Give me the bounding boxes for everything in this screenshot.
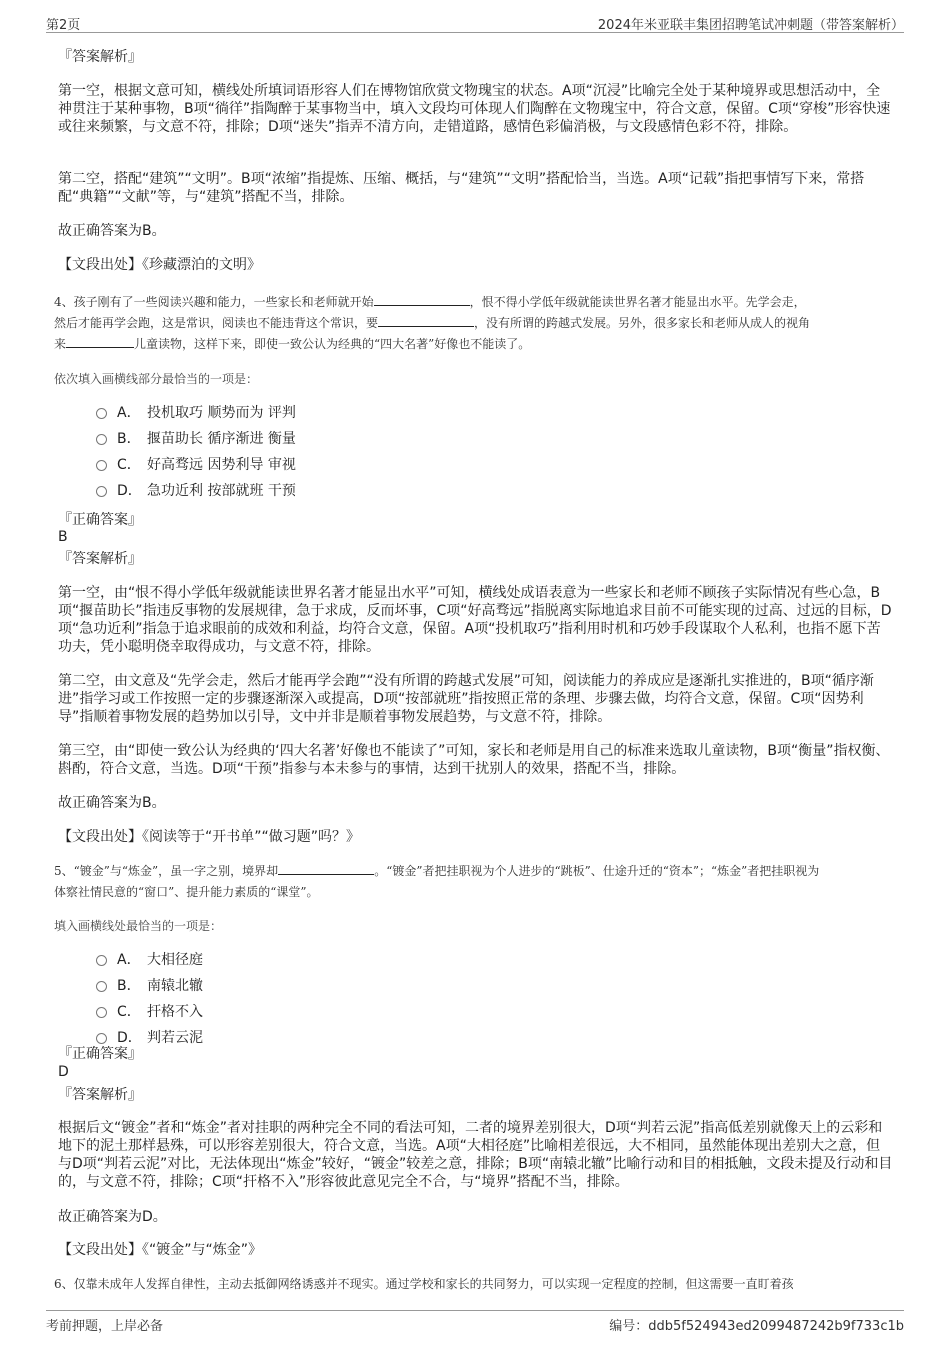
radio-icon[interactable] bbox=[96, 955, 107, 966]
option-b[interactable]: B． 揠苗助长 循序渐进 衡量 bbox=[96, 430, 296, 448]
analysis-label: 『答案解析』 bbox=[58, 1087, 142, 1103]
source-citation: 【文段出处】《“镀金”与“炼金”》 bbox=[58, 1242, 263, 1258]
correct-answer-label: 『正确答案』 bbox=[58, 512, 142, 528]
option-b[interactable]: B． 南辕北辙 bbox=[96, 977, 203, 995]
conclusion: 故正确答案为B。 bbox=[58, 795, 166, 811]
analysis-paragraph: 第一空，由“恨不得小学低年级就能读世界名著才能显出水平”可知，横线处成语表意为一些家长和老师不顾孩子实际情况有些心急，B项“揠苗助长”指违反事物的发展规律，急于求成，反而坏事，C项“好高骛远”指脱离实际地追求目前不可能实现的过高、过远的目标，D项“急功近利”指急于追求眼前的成效和利益，均符合文意，保留。A项“投机取巧”指利用时机和巧妙手段谋取个人私利，也指不愿下苦功夫，凭小聪明侥幸取得成功，与文意不符，排除。 bbox=[58, 585, 892, 655]
question-stem: 4、孩子刚有了一些阅读兴趣和能力，一些家长和老师就开始 ，恨不得小学低年级就能读世界名著才能显出水平。先学会走， 然后才能再学会跑，这是常识，阅读也不能违背这个常识，要 ，没有所谓的跨越式发展。另外，很多家长和老师从成人的视角 来 儿童读物，这样下来，即使一致公认为经典的“四大名著”好像也不能读了。 bbox=[54, 292, 894, 355]
question-prompt: 填入画横线处最恰当的一项是： bbox=[54, 919, 223, 933]
analysis-paragraph: 第二空，搭配“建筑”“文明”。B项“浓缩”指提炼、压缩、概括，与“建筑”“文明”搭配恰当，当选。A项“记载”指把事情写下来，常搭配“典籍”“文献”等，与“建筑”搭配不当，排除。 bbox=[58, 171, 865, 205]
conclusion: 故正确答案为B。 bbox=[58, 223, 166, 239]
correct-answer-label: 『正确答案』 bbox=[58, 1046, 142, 1062]
fill-blank bbox=[378, 313, 474, 327]
option-c[interactable]: C． 好高骛远 因势利导 审视 bbox=[96, 456, 296, 474]
fill-blank bbox=[374, 292, 470, 306]
analysis-label: 『答案解析』 bbox=[58, 551, 142, 567]
option-a[interactable]: A． 投机取巧 顺势而为 评判 bbox=[96, 404, 296, 422]
radio-icon[interactable] bbox=[96, 486, 107, 497]
fill-blank bbox=[66, 334, 134, 348]
analysis-paragraph: 第三空，由“即使一致公认为经典的‘四大名著’好像也不能读了”可知，家长和老师是用自己的标准来选取儿童读物，B项“衡量”指权衡、斟酌，符合文意，当选。D项“干预”指参与本未参与的事情，达到干扰别人的效果，搭配不当，排除。 bbox=[58, 743, 890, 777]
analysis-label: 『答案解析』 bbox=[58, 49, 142, 65]
radio-icon[interactable] bbox=[96, 1033, 107, 1044]
option-c[interactable]: C． 扞格不入 bbox=[96, 1003, 203, 1021]
footer-slogan: 考前押题，上岸必备 bbox=[46, 1319, 164, 1334]
question-stem: 6、仅靠未成年人发挥自律性，主动去抵御网络诱惑并不现实。通过学校和家长的共同努力，可以实现一定程度的控制，但这需要一直盯着孩 bbox=[54, 1277, 794, 1291]
option-d[interactable]: D． 急功近利 按部就班 干预 bbox=[96, 482, 296, 500]
radio-icon[interactable] bbox=[96, 1007, 107, 1018]
conclusion: 故正确答案为D。 bbox=[58, 1209, 167, 1225]
radio-icon[interactable] bbox=[96, 460, 107, 471]
question-prompt: 依次填入画横线部分最恰当的一项是： bbox=[54, 372, 259, 386]
radio-icon[interactable] bbox=[96, 981, 107, 992]
correct-answer: B bbox=[58, 529, 68, 545]
analysis-paragraph: 根据后文“镀金”者和“炼金”者对挂职的两种完全不同的看法可知，二者的境界差别很大，D项“判若云泥”指高低差别就像天上的云彩和地下的泥土那样悬殊，可以形容差别很大，符合文意，当选。A项“大相径庭”比喻相差很远，大不相同，虽然能体现出差别大之意，但与D项“判若云泥”对比，无法体现出“炼金”较好，“镀金”较差之意，排除；B项“南辕北辙”比喻行动和目的相抵触，文段未提及行动和目的，与文意不符，排除；C项“扞格不入”形容彼此意见完全不合，与“境界”搭配不当，排除。 bbox=[58, 1120, 893, 1190]
source-citation: 【文段出处】《阅读等于“开书单”“做习题”吗？》 bbox=[58, 829, 361, 845]
document-title: 2024年米亚联丰集团招聘笔试冲刺题（带答案解析） bbox=[597, 18, 904, 33]
source-citation: 【文段出处】《珍藏漂泊的文明》 bbox=[58, 257, 261, 273]
page-footer bbox=[46, 1310, 904, 1337]
analysis-paragraph: 第一空，根据文意可知，横线处所填词语形容人们在博物馆欣赏文物瑰宝的状态。A项“沉浸”比喻完全处于某种境界或思想活动中，全神贯注于某种事物，B项“徜徉”指陶醉于某事物当中，填入文段均可体现人们陶醉在文物瑰宝中，符合文意，保留。C项“穿梭”形容快速或往来频繁，与文意不符，排除；D项“迷失”指弄不清方向，走错道路，感情色彩偏消极，与文段感情色彩不符，排除。 bbox=[58, 83, 891, 135]
page-header bbox=[46, 8, 904, 33]
document-id: 编号：ddb5f524943ed2099487242b9f733c1b bbox=[609, 1319, 904, 1334]
fill-blank bbox=[278, 861, 374, 875]
radio-icon[interactable] bbox=[96, 408, 107, 419]
analysis-paragraph: 第二空，由文意及“先学会走，然后才能再学会跑”“没有所谓的跨越式发展”可知，阅读能力的养成应是逐渐扎实推进的，B项“循序渐进”指学习或工作按照一定的步骤逐渐深入或提高，D项“按部就班”指按照正常的条理、步骤去做，均符合文意，保留。C项“因势利导”指顺着事物发展的趋势加以引导，文中并非是顺着事物发展趋势，与文意不符，排除。 bbox=[58, 673, 874, 725]
question-stem: 5、“镀金”与“炼金”，虽一字之别，境界却 。“镀金”者把挂职视为个人进步的“跳板”、仕途升迁的“资本”；“炼金”者把挂职视为 体察社情民意的“窗口”、提升能力素质的“课堂”。 bbox=[54, 861, 894, 903]
page-number: 第2页 bbox=[46, 18, 81, 33]
option-a[interactable]: A． 大相径庭 bbox=[96, 951, 203, 969]
option-d[interactable]: D． 判若云泥 bbox=[96, 1029, 203, 1047]
radio-icon[interactable] bbox=[96, 434, 107, 445]
correct-answer: D bbox=[58, 1064, 69, 1080]
